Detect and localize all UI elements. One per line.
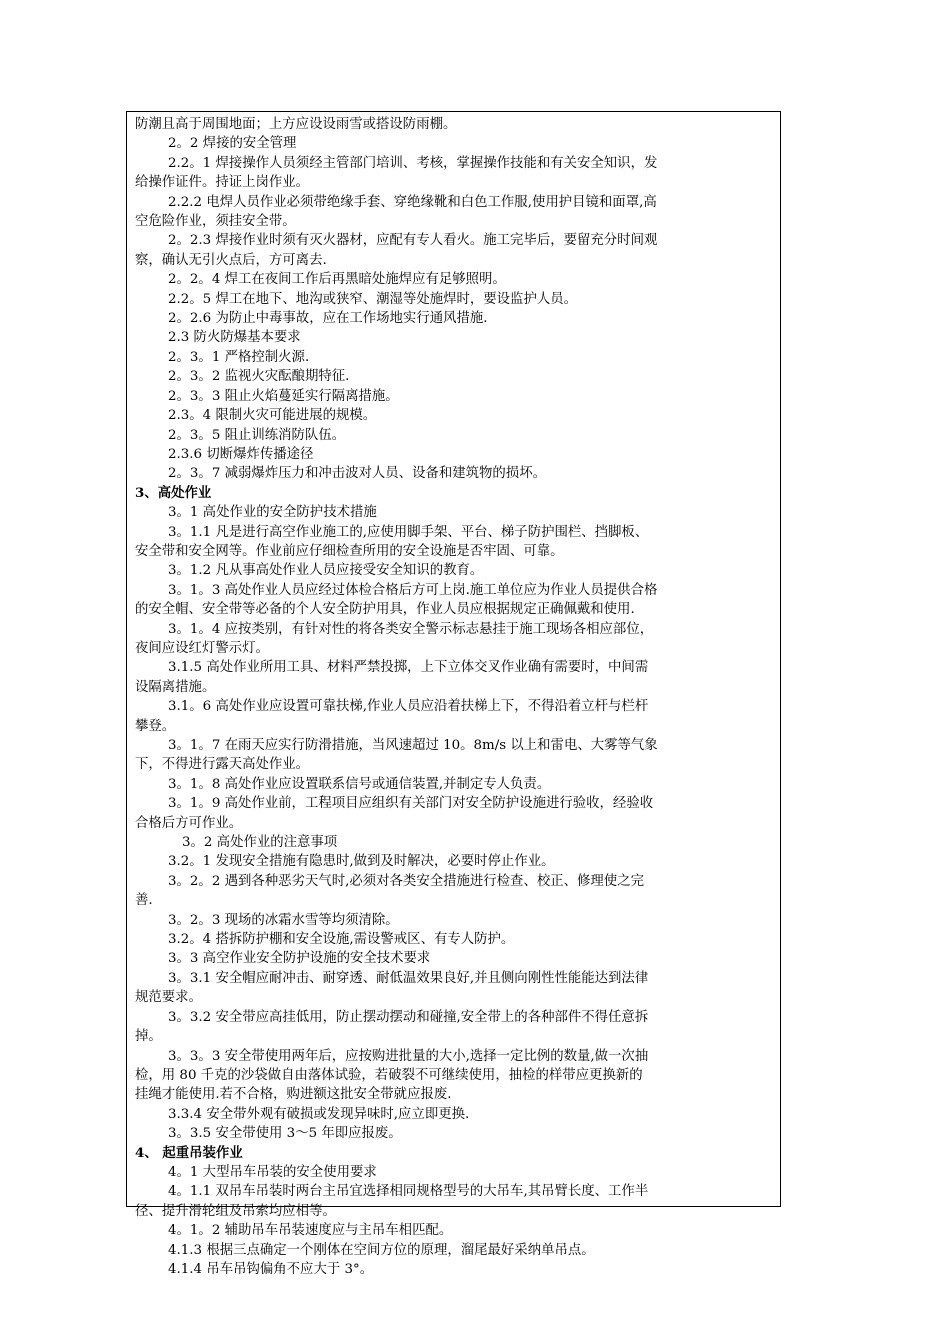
text-line: 3。1。9 高处作业前，工程项目应组织有关部门对安全防护设施进行验收，经验收	[168, 796, 654, 812]
text-line: 攀登。	[135, 718, 176, 734]
text-line: 3.2。1 发现安全措施有隐患时,做到及时解决，必要时停止作业。	[168, 854, 555, 870]
text-line: 4。1。2 辅助吊车吊装速度应与主吊车相匹配。	[168, 1223, 453, 1239]
text-line: 3。3 高空作业安全防护设施的安全技术要求	[168, 951, 431, 967]
text-line: 4.1.3 根据三点确定一个刚体在空间方位的原理，溜尾最好采纳单吊点。	[168, 1242, 595, 1258]
document-frame	[126, 111, 781, 1277]
text-line: 3.3.4 安全带外观有破损或发现异味时,应立即更换.	[168, 1106, 470, 1122]
text-line: 下，不得进行露天高处作业。	[135, 757, 310, 773]
text-line: 善.	[135, 893, 153, 909]
text-line: 3。1。3 高处作业人员应经过体检合格后方可上岗.施工单位应为作业人员提供合格	[168, 582, 658, 598]
text-line: 2.3 防火防爆基本要求	[168, 330, 301, 346]
text-line: 3。3.1 安全帽应耐冲击、耐穿透、耐低温效果良好,并且侧向刚性性能能达到法律	[168, 970, 649, 986]
text-line: 设隔离措施。	[135, 679, 216, 695]
document-body	[135, 115, 775, 1279]
text-line: 2。2。4 焊工在夜间工作后再黑暗处施焊应有足够照明。	[168, 272, 506, 288]
text-line: 3。3.2 安全带应高挂低用，防止摆动摆动和碰撞,安全带上的各种部件不得任意拆	[168, 1009, 649, 1025]
text-line: 夜间应设红灯警示灯。	[135, 640, 269, 656]
text-line: 3。2 高处作业的注意事项	[182, 835, 338, 851]
text-line: 2。2.3 焊接作业时须有灭火器材，应配有专人看火。施工完毕后，要留充分时间观	[168, 233, 658, 249]
text-line: 的安全帽、安全带等必备的个人安全防护用具，作业人员应根据规定正确佩戴和使用.	[135, 602, 635, 618]
text-line: 2。3。5 阻止训练消防队伍。	[168, 427, 346, 443]
text-line: 空危险作业，须挂安全带。	[135, 214, 296, 230]
text-line: 3.1。6 高处作业应设置可靠扶梯,作业人员应沿着扶梯上下，不得沿着立杆与栏杆	[168, 699, 649, 715]
text-line: 3。1。7 在雨天应实行防滑措施，当风速超过 10。8m/s 以上和雷电、大雾等气象	[168, 738, 658, 753]
text-line: 防潮且高于周围地面；上方应设设雨雪或搭设防雨棚。	[135, 117, 457, 132]
text-line: 3。1。8 高处作业应设置联系信号或通信装置,并制定专人负责。	[168, 776, 551, 792]
text-line: 4.1.4 吊车吊钩偏角不应大于 3°。	[168, 1261, 374, 1277]
text-line: 2。3。3 阻止火焰蔓延实行隔离措施。	[168, 388, 399, 404]
section-heading: 3、高处作业	[135, 484, 212, 501]
text-line: 规范要求。	[135, 990, 202, 1006]
text-line: 径、提升滑轮组及吊索均应相等。	[135, 1203, 336, 1219]
text-line: 察，确认无引火点后，方可离去.	[135, 252, 327, 268]
text-line: 3。3.5 安全带使用 3～5 年即应报废。	[168, 1126, 402, 1142]
text-line: 2。3。7 减弱爆炸压力和冲击波对人员、设备和建筑物的损坏。	[168, 466, 546, 482]
text-line: 3.2。4 搭拆防护棚和安全设施,需设警戒区、有专人防护。	[168, 932, 515, 948]
text-line: 3。2。3 现场的冰霜水雪等均须清除。	[168, 912, 399, 928]
text-line: 2.2.2 电焊人员作业必须带绝缘手套、穿绝缘靴和白色工作服,使用护目镜和面罩,高	[168, 194, 657, 210]
text-line: 检，用 80 千克的沙袋做自由落体试验，若破裂不可继续使用，抽检的样带应更换新的	[135, 1067, 643, 1083]
text-line: 2。2.6 为防止中毒事故，应在工作场地实行通风措施.	[168, 311, 488, 327]
text-line: 2.2。1 焊接操作人员须经主管部门培训、考核，掌握操作技能和有关安全知识，发	[168, 155, 658, 171]
text-line: 3.1.5 高处作业所用工具、材料严禁投掷，上下立体交叉作业确有需要时，中间需	[168, 660, 649, 676]
text-line: 2.2。5 焊工在地下、地沟或狭窄、潮湿等处施焊时，要设监护人员。	[168, 291, 578, 307]
text-line: 安全带和安全网等。作业前应仔细检查所用的安全设施是否牢固、可靠。	[135, 543, 564, 559]
text-line: 3。1.1 凡是进行高空作业施工的,应使用脚手架、平台、梯子防护围栏、挡脚板、	[168, 524, 649, 540]
text-line: 3。3。3 安全带使用两年后，应按购进批量的大小,选择一定比例的数量,做一次抽	[168, 1048, 649, 1064]
text-line: 掉。	[135, 1029, 162, 1045]
text-line: 合格后方可作业。	[135, 815, 243, 831]
text-line: 给操作证件。持证上岗作业。	[135, 175, 310, 191]
text-line: 3。1 高处作业的安全防护技术措施	[168, 505, 377, 521]
text-line: 3。2。2 遇到各种恶劣天气时,必须对各类安全措施进行检查、校正、修理使之完	[168, 873, 644, 889]
text-line: 2.3.6 切断爆炸传播途径	[168, 446, 314, 462]
text-line: 3。1。4 应按类别，有针对性的将各类安全警示标志悬挂于施工现场各相应部位，	[168, 621, 654, 637]
text-line: 4。1.1 双吊车吊装时两台主吊宜选择相同规格型号的大吊车,其吊臂长度、工作半	[168, 1184, 649, 1200]
text-line: 2。2 焊接的安全管理	[168, 136, 297, 152]
text-line: 4。1 大型吊车吊装的安全使用要求	[168, 1164, 377, 1180]
section-heading: 4、 起重吊装作业	[135, 1144, 243, 1161]
text-line: 3。1.2 凡从事高处作业人员应接受安全知识的教育。	[168, 563, 484, 579]
text-line: 2.3。4 限制火灾可能进展的规模。	[168, 408, 377, 424]
text-line: 2。3。2 监视火灾酝酿期特征.	[168, 369, 350, 385]
text-line: 2。3。1 严格控制火源.	[168, 349, 310, 365]
text-line: 挂绳才能使用.若不合格，购进额这批安全带就应报废.	[135, 1087, 452, 1103]
